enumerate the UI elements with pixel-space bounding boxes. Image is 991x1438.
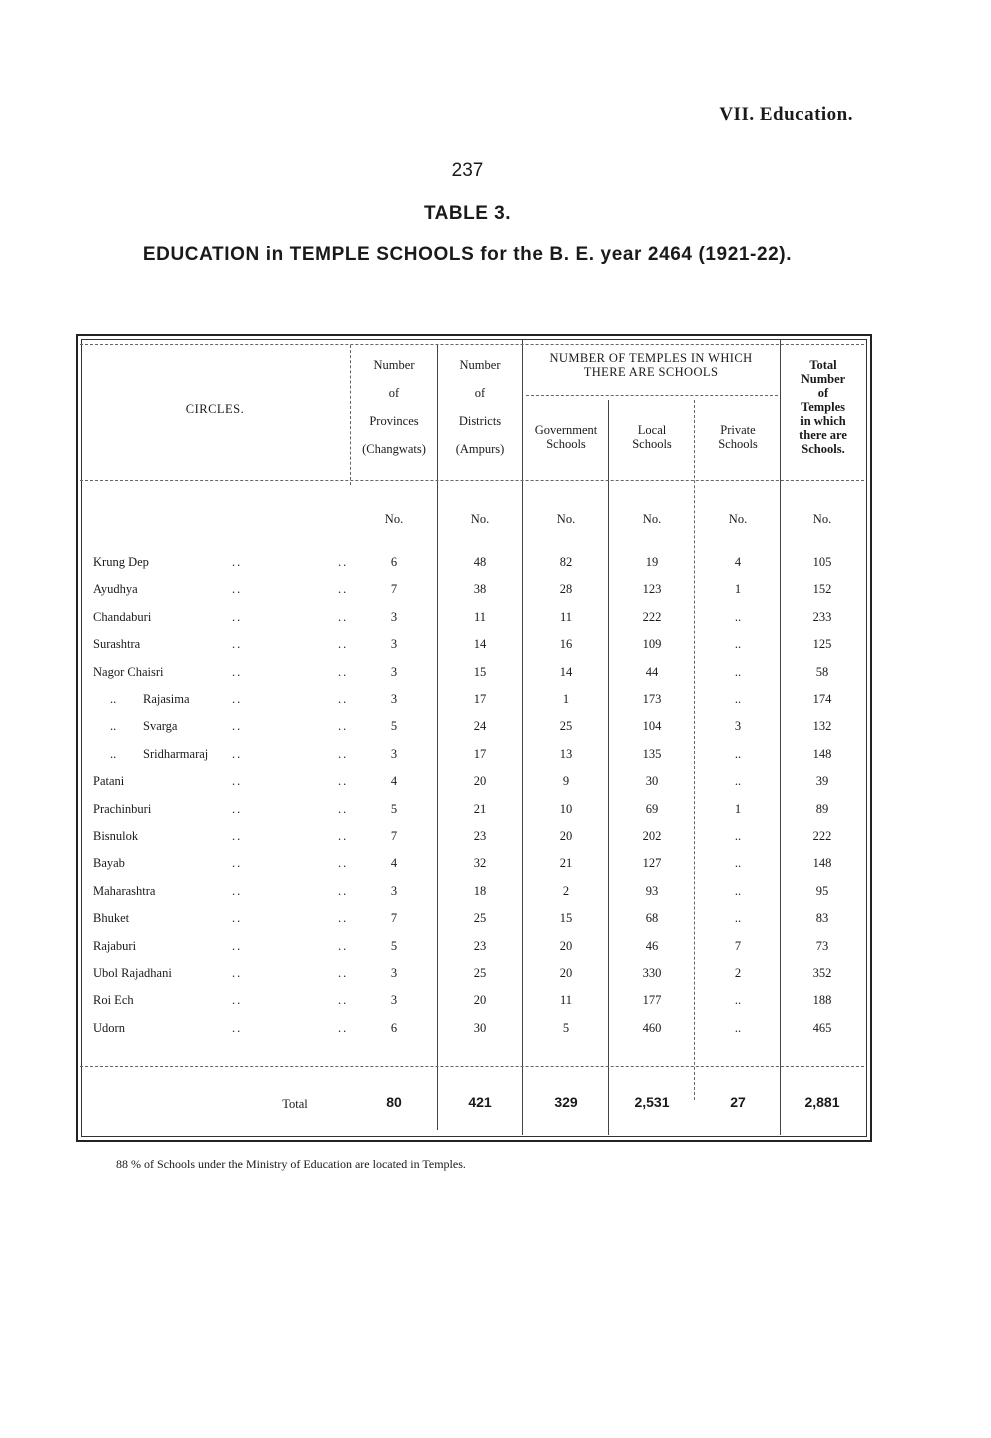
circle-name: Krung Dep — [93, 555, 149, 569]
cell-private: 2 — [734, 966, 742, 980]
cell-government: 5 — [562, 1020, 570, 1035]
leader-dots: .. — [232, 582, 243, 597]
cell-private: 7 — [734, 938, 742, 953]
unit-districts: No. — [470, 512, 490, 526]
leader-dots: .. — [338, 993, 349, 1008]
cell-districts: 48 — [473, 555, 487, 569]
cell-government: 20 — [559, 829, 573, 843]
cell-total: 188 — [812, 993, 832, 1008]
unit-provinces: No. — [384, 512, 404, 526]
leader-dots: .. — [232, 1020, 243, 1035]
circle-name: Ubol Rajadhani — [93, 966, 172, 980]
circle-name: Prachinburi — [93, 801, 152, 816]
cell-total: 148 — [812, 856, 832, 871]
cell-private: .. — [734, 1020, 742, 1035]
table-row — [80, 1021, 860, 1043]
cell-provinces: 3 — [390, 883, 398, 898]
cell-private: .. — [734, 637, 742, 652]
cell-districts: 30 — [473, 1020, 487, 1035]
cell-local: 202 — [642, 829, 662, 843]
cell-local: 46 — [645, 938, 659, 953]
cell-total: 233 — [812, 609, 832, 624]
cell-provinces: 3 — [390, 664, 398, 679]
circle-name: Surashtra — [93, 637, 141, 652]
cell-government: 21 — [559, 856, 573, 871]
cell-government: 82 — [559, 555, 573, 569]
cell-provinces: 3 — [390, 746, 398, 761]
table-row — [80, 555, 860, 577]
circle-name: Svarga — [143, 719, 178, 734]
cell-total: 125 — [812, 637, 832, 652]
leader-dots: .. — [232, 637, 243, 652]
leader-dots: .. — [232, 938, 243, 953]
cell-total: 105 — [812, 555, 832, 569]
temples-group-header: NUMBER OF TEMPLES IN WHICH THERE ARE SCHOOLS — [549, 351, 753, 379]
cell-private: .. — [734, 883, 742, 898]
cell-total: 83 — [815, 911, 829, 926]
leader-dots: .. — [232, 856, 243, 871]
leader-dots: .. — [338, 966, 349, 980]
table-row — [80, 719, 860, 741]
table-subtitle: EDUCATION in TEMPLE SCHOOLS for the B. E. year 2464 (1921-22). — [142, 244, 793, 265]
cell-local: 173 — [642, 692, 662, 706]
cell-government: 1 — [562, 692, 570, 706]
ditto-mark: .. — [110, 692, 117, 706]
total-provinces: 80 — [386, 1094, 402, 1110]
total-temples-header: Total Number of Temples in which there are Schools. — [799, 358, 847, 456]
cell-government: 14 — [559, 664, 573, 679]
table-row — [80, 993, 860, 1015]
table-row — [80, 911, 860, 933]
leader-dots: .. — [338, 637, 349, 652]
cell-provinces: 3 — [390, 609, 398, 624]
local-schools-header: Local Schools — [632, 423, 672, 451]
leader-dots: .. — [338, 883, 349, 898]
cell-local: 135 — [642, 746, 662, 761]
circle-name: Maharashtra — [93, 883, 156, 898]
unit-government: No. — [556, 512, 576, 526]
cell-districts: 20 — [473, 993, 487, 1008]
cell-provinces: 5 — [390, 719, 398, 734]
leader-dots: .. — [232, 883, 243, 898]
cell-provinces: 4 — [390, 774, 398, 789]
table-row — [80, 692, 860, 714]
government-schools-header: Government Schools — [534, 423, 598, 451]
ditto-mark: .. — [110, 746, 117, 761]
leader-dots: .. — [338, 774, 349, 789]
cell-private: 1 — [734, 582, 742, 597]
leader-dots: .. — [338, 582, 349, 597]
cell-total: 148 — [812, 746, 832, 761]
cell-provinces: 3 — [390, 993, 398, 1008]
table-row — [80, 747, 860, 769]
cell-districts: 18 — [473, 883, 487, 898]
cell-government: 11 — [559, 993, 573, 1008]
cell-districts: 23 — [473, 829, 487, 843]
leader-dots: .. — [338, 1020, 349, 1035]
leader-dots: .. — [232, 609, 243, 624]
circles-header: CIRCLES. — [185, 402, 245, 416]
cell-private: 1 — [734, 801, 742, 816]
cell-total: 89 — [815, 801, 829, 816]
circle-name: Rajaburi — [93, 938, 137, 953]
total-local: 2,531 — [634, 1094, 670, 1110]
cell-provinces: 3 — [390, 637, 398, 652]
cell-provinces: 3 — [390, 966, 398, 980]
cell-total: 174 — [812, 692, 832, 706]
footnote: 88 % of Schools under the Ministry of Education are located in Temples. — [116, 1157, 466, 1171]
cell-total: 95 — [815, 883, 829, 898]
cell-government: 20 — [559, 938, 573, 953]
cell-local: 68 — [645, 911, 659, 926]
leader-dots: .. — [338, 664, 349, 679]
unit-local: No. — [642, 512, 662, 526]
circle-name: Chandaburi — [93, 609, 152, 624]
cell-private: .. — [734, 993, 742, 1008]
cell-private: .. — [734, 664, 742, 679]
cell-districts: 15 — [473, 664, 487, 679]
leader-dots: .. — [232, 692, 243, 706]
cell-private: .. — [734, 746, 742, 761]
cell-total: 132 — [812, 719, 832, 734]
cell-districts: 21 — [473, 801, 487, 816]
cell-total: 222 — [812, 829, 832, 843]
table-row — [80, 829, 860, 851]
header-top-rule — [80, 344, 864, 345]
leader-dots: .. — [232, 829, 243, 843]
table-row — [80, 582, 860, 604]
cell-private: .. — [734, 692, 742, 706]
leader-dots: .. — [338, 719, 349, 734]
cell-government: 2 — [562, 883, 570, 898]
cell-government: 16 — [559, 637, 573, 652]
table-row — [80, 802, 860, 824]
cell-local: 123 — [642, 582, 662, 597]
cell-local: 127 — [642, 856, 662, 871]
cell-private: .. — [734, 774, 742, 789]
leader-dots: .. — [232, 993, 243, 1008]
circle-name: Rajasima — [143, 692, 190, 706]
leader-dots: .. — [232, 801, 243, 816]
cell-districts: 20 — [473, 774, 487, 789]
cell-districts: 24 — [473, 719, 487, 734]
cell-local: 460 — [642, 1020, 662, 1035]
circle-name: Bisnulok — [93, 829, 139, 843]
cell-provinces: 7 — [390, 911, 398, 926]
leader-dots: .. — [338, 692, 349, 706]
table-row — [80, 966, 860, 988]
total-top-rule — [80, 1066, 864, 1067]
table-row — [80, 774, 860, 796]
cell-districts: 11 — [473, 609, 487, 624]
cell-private: .. — [734, 829, 742, 843]
cell-local: 69 — [645, 801, 659, 816]
circle-name: Bayab — [93, 856, 125, 871]
unit-private: No. — [728, 512, 748, 526]
cell-provinces: 7 — [390, 829, 398, 843]
cell-government: 13 — [559, 746, 573, 761]
cell-local: 30 — [645, 774, 659, 789]
page-number: 237 — [451, 160, 484, 181]
cell-districts: 23 — [473, 938, 487, 953]
cell-total: 465 — [812, 1020, 832, 1035]
section-heading: VII. Education. — [719, 104, 853, 125]
cell-private: 3 — [734, 719, 742, 734]
cell-private: 4 — [734, 555, 742, 569]
leader-dots: .. — [338, 938, 349, 953]
cell-total: 152 — [812, 582, 832, 597]
circle-name: Roi Ech — [93, 993, 134, 1008]
circle-name: Patani — [93, 774, 125, 789]
group-header-rule — [526, 395, 778, 396]
table-row — [80, 665, 860, 687]
cell-local: 44 — [645, 664, 659, 679]
cell-government: 10 — [559, 801, 573, 816]
total-temples: 2,881 — [804, 1094, 840, 1110]
total-districts: 421 — [468, 1094, 492, 1110]
col-rule-provinces — [350, 345, 351, 485]
cell-districts: 25 — [473, 966, 487, 980]
cell-districts: 17 — [473, 692, 487, 706]
cell-local: 109 — [642, 637, 662, 652]
leader-dots: .. — [232, 555, 243, 569]
leader-dots: .. — [232, 911, 243, 926]
cell-provinces: 6 — [390, 555, 398, 569]
leader-dots: .. — [338, 609, 349, 624]
cell-provinces: 7 — [390, 582, 398, 597]
ditto-mark: .. — [110, 719, 117, 734]
leader-dots: .. — [232, 664, 243, 679]
cell-provinces: 3 — [390, 692, 398, 706]
leader-dots: .. — [338, 911, 349, 926]
table-row — [80, 884, 860, 906]
circle-name: Nagor Chaisri — [93, 664, 164, 679]
cell-provinces: 5 — [390, 938, 398, 953]
circle-name: Ayudhya — [93, 582, 138, 597]
cell-private: .. — [734, 911, 742, 926]
leader-dots: .. — [338, 746, 349, 761]
leader-dots: .. — [338, 829, 349, 843]
cell-provinces: 5 — [390, 801, 398, 816]
private-schools-header: Private Schools — [718, 423, 758, 451]
cell-local: 177 — [642, 993, 662, 1008]
cell-local: 19 — [645, 555, 659, 569]
cell-government: 25 — [559, 719, 573, 734]
cell-districts: 14 — [473, 637, 487, 652]
total-label: Total — [282, 1097, 308, 1111]
leader-dots: .. — [232, 719, 243, 734]
table-row — [80, 939, 860, 961]
cell-government: 28 — [559, 582, 573, 597]
cell-districts: 25 — [473, 911, 487, 926]
header-bottom-rule — [80, 480, 864, 481]
circle-name: Sridharmaraj — [143, 746, 209, 761]
cell-government: 15 — [559, 911, 573, 926]
cell-total: 39 — [815, 774, 829, 789]
leader-dots: .. — [338, 801, 349, 816]
leader-dots: .. — [338, 856, 349, 871]
table-row — [80, 856, 860, 878]
table-title: TABLE 3. — [423, 203, 512, 224]
provinces-header: Number of Provinces (Changwats) — [362, 358, 426, 456]
leader-dots: .. — [338, 555, 349, 569]
cell-districts: 38 — [473, 582, 487, 597]
leader-dots: .. — [232, 966, 243, 980]
cell-government: 20 — [559, 966, 573, 980]
leader-dots: .. — [232, 774, 243, 789]
cell-government: 9 — [562, 774, 570, 789]
total-private: 27 — [730, 1094, 746, 1110]
cell-local: 222 — [642, 609, 662, 624]
cell-local: 330 — [642, 966, 662, 980]
cell-provinces: 4 — [390, 856, 398, 871]
cell-local: 104 — [642, 719, 662, 734]
cell-total: 352 — [812, 966, 832, 980]
cell-government: 11 — [559, 609, 573, 624]
cell-private: .. — [734, 856, 742, 871]
circle-name: Udorn — [93, 1020, 125, 1035]
cell-total: 73 — [815, 938, 829, 953]
cell-total: 58 — [815, 664, 829, 679]
leader-dots: .. — [232, 746, 243, 761]
cell-private: .. — [734, 609, 742, 624]
cell-local: 93 — [645, 883, 659, 898]
unit-total: No. — [812, 512, 832, 526]
districts-header: Number of Districts (Ampurs) — [455, 358, 505, 456]
circle-name: Bhuket — [93, 911, 130, 926]
cell-provinces: 6 — [390, 1020, 398, 1035]
table-row — [80, 610, 860, 632]
cell-districts: 32 — [473, 856, 487, 871]
total-government: 329 — [554, 1094, 578, 1110]
table-row — [80, 637, 860, 659]
cell-districts: 17 — [473, 746, 487, 761]
